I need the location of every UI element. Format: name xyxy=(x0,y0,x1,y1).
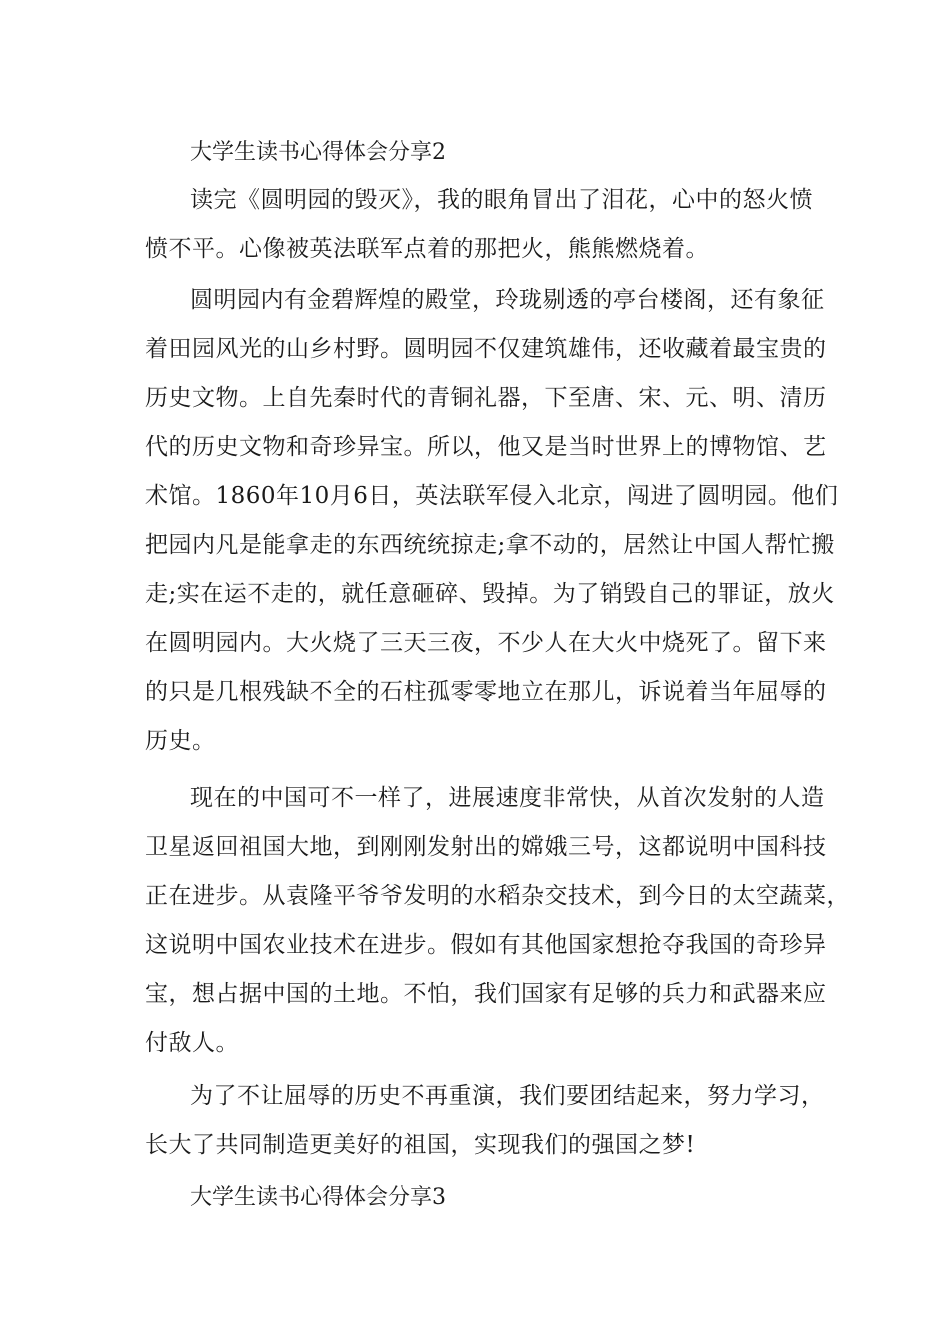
paragraph-line: 这说明中国农业技术在进步。假如有其他国家想抢夺我国的奇珍异 xyxy=(145,932,827,958)
paragraph-line: 圆明园内有金碧辉煌的殿堂，玲珑剔透的亭台楼阁，还有象征 xyxy=(190,287,825,313)
paragraph-2 xyxy=(145,276,839,766)
paragraph-line: 为了不让屈辱的历史不再重演，我们要团结起来，努力学习， xyxy=(190,1083,825,1109)
paragraph-1 xyxy=(145,176,825,274)
section-heading-2: 大学生读书心得体会分享2 xyxy=(190,140,446,165)
paragraph-line: 的只是几根残缺不全的石柱孤零零地立在那儿，诉说着当年屈辱的 xyxy=(145,679,827,705)
paragraph-line: 宝，想占据中国的土地。不怕，我们国家有足够的兵力和武器来应 xyxy=(145,981,827,1007)
section-heading-3: 大学生读书心得体会分享3 xyxy=(190,1185,446,1210)
paragraph-line: 读完《圆明园的毁灭》，我的眼角冒出了泪花，心中的怒火愤 xyxy=(190,187,813,213)
paragraph-line: 正在进步。从袁隆平爷爷发明的水稻杂交技术，到今日的太空蔬菜， xyxy=(145,883,850,909)
paragraph-3 xyxy=(145,774,850,1068)
paragraph-line: 愤不平。心像被英法联军点着的那把火，熊熊燃烧着。 xyxy=(145,236,709,262)
paragraph-line: 历史文物。上自先秦时代的青铜礼器，下至唐、宋、元、明、清历 xyxy=(145,385,827,411)
paragraph-line: 着田园风光的山乡村野。圆明园不仅建筑雄伟，还收藏着最宝贵的 xyxy=(145,336,827,362)
paragraph-line: 历史。 xyxy=(145,728,216,754)
paragraph-4 xyxy=(145,1072,825,1170)
paragraph-line: 卫星返回祖国大地，到刚刚发射出的嫦娥三号，这都说明中国科技 xyxy=(145,834,827,860)
paragraph-line: 付敌人。 xyxy=(145,1030,239,1056)
paragraph-line: 在圆明园内。大火烧了三天三夜，不少人在大火中烧死了。留下来 xyxy=(145,630,827,656)
paragraph-line: 长大了共同制造更美好的祖国，实现我们的强国之梦! xyxy=(145,1132,696,1158)
paragraph-line: 现在的中国可不一样了，进展速度非常快，从首次发射的人造 xyxy=(190,785,825,811)
paragraph-line: 走;实在运不走的，就任意砸碎、毁掉。为了销毁自己的罪证，放火 xyxy=(145,581,835,607)
paragraph-line: 把园内凡是能拿走的东西统统掠走;拿不动的，居然让中国人帮忙搬 xyxy=(145,532,835,558)
paragraph-line: 术馆。1860年10月6日，英法联军侵入北京，闯进了圆明园。他们 xyxy=(145,483,839,509)
paragraph-line: 代的历史文物和奇珍异宝。所以，他又是当时世界上的博物馆、艺 xyxy=(145,434,827,460)
